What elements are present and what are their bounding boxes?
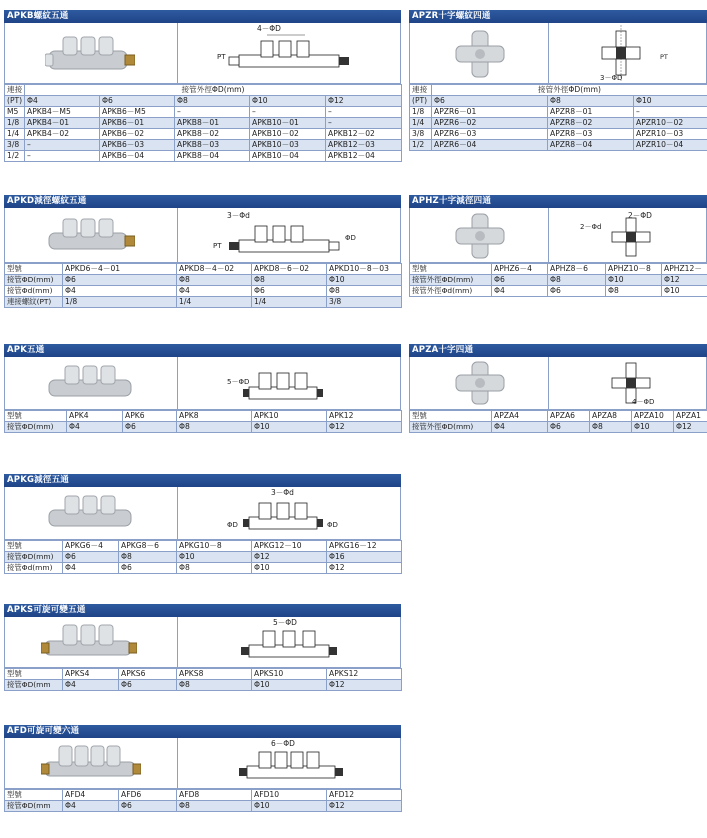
apzr-cell: APZR8－04 <box>548 140 634 151</box>
apkd-cell: Φ6 <box>252 286 327 297</box>
apkb-col: Φ8 <box>175 96 250 107</box>
aphz-cell: Φ10 <box>606 275 662 286</box>
apkb-image-row <box>4 23 401 84</box>
apks-section <box>4 604 401 691</box>
apkb-col: Φ6 <box>100 96 175 107</box>
apkg-section <box>4 474 401 574</box>
apkd-title: APKD減徑螺紋五通 <box>4 195 401 208</box>
apzr-dim-bottom: 3－ΦD <box>600 74 623 82</box>
apk-cell: APK4 <box>67 411 123 422</box>
apkd-cell: Φ8 <box>252 275 327 286</box>
apkd-cell: APKD8－4－02 <box>177 264 252 275</box>
apkb-cell: APKB10－04 <box>250 151 326 162</box>
apks-dim-top: 5－ΦD <box>273 618 297 627</box>
apk-table <box>4 410 402 433</box>
apza-image-row <box>409 357 707 410</box>
aphz-cell: Φ12 <box>662 275 707 286</box>
apkb-cell: APKB10－01 <box>250 118 326 129</box>
apkg-dim-top: 3－Φd <box>271 488 294 497</box>
aphz-cell: APHZ8－6 <box>548 264 606 275</box>
apza-cell: APZA1 <box>674 411 707 422</box>
apkd-cell: 3/8 <box>327 297 402 308</box>
afd-cell: Φ4 <box>63 801 119 812</box>
afd-cell: Φ6 <box>119 801 177 812</box>
apkd-cell: Φ8 <box>327 286 402 297</box>
apkb-cell: – <box>25 151 100 162</box>
apkg-cell: APKG6－4 <box>63 541 119 552</box>
apk-image-row <box>4 357 401 410</box>
apks-cell: APKS4 <box>63 669 119 680</box>
apzr-cell: 1/8 <box>410 107 432 118</box>
apzr-col: Φ6 <box>432 96 548 107</box>
apkg-cell: APKG10－8 <box>177 541 252 552</box>
apk-cell: Φ8 <box>177 422 252 433</box>
apza-cell: APZA8 <box>590 411 632 422</box>
apza-cell: 型號 <box>410 411 492 422</box>
apzr-section <box>409 10 707 151</box>
aphz-table <box>409 263 707 297</box>
apk-product-photo <box>45 362 135 404</box>
aphz-cell: 型號 <box>410 264 492 275</box>
apkb-cell: APKB6－02 <box>100 129 175 140</box>
apkd-cell: 接管Φd(mm) <box>5 286 63 297</box>
apzr-cell: APZR8－02 <box>548 118 634 129</box>
apkb-cell: APKB8－04 <box>175 151 250 162</box>
apkd-cell: Φ8 <box>177 275 252 286</box>
apkb-cell: APKB12－03 <box>326 140 402 151</box>
apza-product-photo <box>452 360 508 406</box>
apzr-cell: APZR6－04 <box>432 140 548 151</box>
apkb-dim-top: 4－ΦD <box>257 24 281 33</box>
apza-cell: Φ4 <box>492 422 548 433</box>
aphz-cell: Φ6 <box>492 275 548 286</box>
apzr-table <box>409 84 707 151</box>
apkd-cell: APKD6－4－01 <box>63 264 177 275</box>
apkb-cell: APKB6－01 <box>100 118 175 129</box>
apkb-cell: APKB4－M5 <box>25 107 100 118</box>
apkb-table <box>4 84 402 162</box>
apza-cell: 接管外徑ΦD(mm) <box>410 422 492 433</box>
aphz-dim-top: 2－ΦD <box>628 211 652 220</box>
apkb-cell: APKB10－03 <box>250 140 326 151</box>
apkd-product-photo <box>45 213 135 257</box>
apzr-corner2: (PT) <box>410 96 432 107</box>
apkb-cell: APKB12－04 <box>326 151 402 162</box>
apk-dimension-drawing <box>243 361 323 407</box>
apkg-cell: Φ4 <box>63 563 119 574</box>
apkg-cell: Φ12 <box>327 563 402 574</box>
apkb-cell: 3/8 <box>5 140 25 151</box>
apzr-product-photo <box>452 29 508 79</box>
apkb-cell: APKB6－04 <box>100 151 175 162</box>
apkb-cell: APKB8－01 <box>175 118 250 129</box>
afd-cell: Φ8 <box>177 801 252 812</box>
apkb-title: APKB螺紋五通 <box>4 10 401 23</box>
apkg-dim-left: ΦD <box>227 521 238 529</box>
aphz-cell: Φ6 <box>548 286 606 297</box>
apzr-cell: APZR10－04 <box>634 140 707 151</box>
apkg-cell: Φ12 <box>252 552 327 563</box>
apkg-cell: APKG16－12 <box>327 541 402 552</box>
apkd-cell: APKD10－8－03 <box>327 264 402 275</box>
aphz-cell: 接管外徑Φd(mm) <box>410 286 492 297</box>
apzr-image-row <box>409 23 707 84</box>
aphz-product-photo <box>452 212 508 260</box>
afd-cell: AFD12 <box>327 790 402 801</box>
apza-table <box>409 410 707 433</box>
afd-title: AFD可旋可變六通 <box>4 725 401 738</box>
apks-cell: 接管ΦD(mm <box>5 680 63 691</box>
apkb-cell: APKB12－02 <box>326 129 402 140</box>
apzr-col: Φ10 <box>634 96 707 107</box>
aphz-dim-left: 2－Φd <box>580 223 602 231</box>
apza-title: APZA十字四通 <box>409 344 707 357</box>
apza-dim-right: 4－ΦD <box>632 398 655 406</box>
apkb-cell: APKB6－03 <box>100 140 175 151</box>
aphz-cell: Φ10 <box>662 286 707 297</box>
afd-table <box>4 789 402 812</box>
apk-cell: APK10 <box>252 411 327 422</box>
apkg-dim-right: ΦD <box>327 521 338 529</box>
apkg-cell: Φ8 <box>119 552 177 563</box>
apkd-cell: 接管ΦD(mm) <box>5 275 63 286</box>
apzr-col: Φ8 <box>548 96 634 107</box>
afd-cell: 型號 <box>5 790 63 801</box>
apkd-cell: Φ4 <box>63 286 177 297</box>
apkb-dim-left: PT <box>217 53 226 61</box>
afd-cell: AFD8 <box>177 790 252 801</box>
apkb-corner2: (PT) <box>5 96 25 107</box>
apkb-dimension-drawing <box>225 27 355 79</box>
apkg-title: APKG減徑五通 <box>4 474 401 487</box>
apk-cell: Φ4 <box>67 422 123 433</box>
apza-cell: APZA10 <box>632 411 674 422</box>
afd-cell: AFD10 <box>252 790 327 801</box>
apks-cell: APKS6 <box>119 669 177 680</box>
apk-cell: APK8 <box>177 411 252 422</box>
apkg-dimension-drawing <box>243 495 323 537</box>
apks-title: APKS可旋可變五通 <box>4 604 401 617</box>
apk-cell: 型號 <box>5 411 67 422</box>
apkg-cell: 型號 <box>5 541 63 552</box>
apzr-cell: APZR6－02 <box>432 118 548 129</box>
apkb-cell: APKB8－03 <box>175 140 250 151</box>
apkb-section <box>4 10 401 162</box>
apk-cell: APK12 <box>327 411 402 422</box>
apks-cell: APKS8 <box>177 669 252 680</box>
apzr-cell: APZR6－03 <box>432 129 548 140</box>
apkg-table <box>4 540 402 574</box>
apkb-product-photo <box>45 29 135 77</box>
apk-dim-left: 5－ΦD <box>227 378 250 386</box>
apkb-cell: M5 <box>5 107 25 118</box>
apks-cell: Φ4 <box>63 680 119 691</box>
apkb-cell: – <box>326 107 402 118</box>
aphz-cell: APHZ12－ <box>662 264 707 275</box>
apkb-cell: 1/4 <box>5 129 25 140</box>
apzr-cell: APZR6－01 <box>432 107 548 118</box>
apk-cell: Φ12 <box>327 422 402 433</box>
apkb-cell: – <box>250 107 326 118</box>
apkg-cell: Φ6 <box>63 552 119 563</box>
apkb-cell: APKB4－01 <box>25 118 100 129</box>
aphz-cell: APHZ10－8 <box>606 264 662 275</box>
apk-section <box>4 344 401 433</box>
apk-cell: 接管ΦD(mm) <box>5 422 67 433</box>
apks-product-photo <box>41 621 137 663</box>
afd-dimension-drawing <box>239 748 343 784</box>
apzr-title: APZR十字螺紋四通 <box>409 10 707 23</box>
apks-cell: APKS10 <box>252 669 327 680</box>
apks-cell: Φ6 <box>119 680 177 691</box>
apkd-section <box>4 195 401 308</box>
apkd-cell: Φ10 <box>327 275 402 286</box>
apza-cell: Φ10 <box>632 422 674 433</box>
afd-cell: 接管ΦD(mm <box>5 801 63 812</box>
aphz-section <box>409 195 707 297</box>
apkg-cell: 接管ΦD(mm) <box>5 552 63 563</box>
apzr-cell: APZR10－03 <box>634 129 707 140</box>
aphz-title: APHZ十字減徑四通 <box>409 195 707 208</box>
apks-dimension-drawing <box>241 627 337 663</box>
apzr-corner: 連接 <box>410 85 432 96</box>
apkb-cell: – <box>326 118 402 129</box>
apks-cell: APKS12 <box>327 669 402 680</box>
apza-section <box>409 344 707 433</box>
apzr-dim-right: PT <box>660 53 668 61</box>
apkg-cell: APKG8－6 <box>119 541 177 552</box>
apkd-dim-left: PT <box>213 242 222 250</box>
aphz-cell: Φ4 <box>492 286 548 297</box>
apkg-cell: APKG12－10 <box>252 541 327 552</box>
apkg-cell: 接管Φd(mm) <box>5 563 63 574</box>
apkd-cell: 1/4 <box>177 297 252 308</box>
afd-cell: AFD4 <box>63 790 119 801</box>
apzr-cell: APZR8－01 <box>548 107 634 118</box>
afd-cell: Φ10 <box>252 801 327 812</box>
apkd-cell: 1/8 <box>63 297 177 308</box>
apkb-cell: APKB8－02 <box>175 129 250 140</box>
apkd-cell: Φ4 <box>177 286 252 297</box>
apkd-cell: 1/4 <box>252 297 327 308</box>
apkg-image-row <box>4 487 401 540</box>
apkb-cell: APKB4－02 <box>25 129 100 140</box>
apzr-header: 接管外徑ΦD(mm) <box>432 85 707 96</box>
apkg-cell: Φ16 <box>327 552 402 563</box>
apk-cell: APK6 <box>123 411 177 422</box>
afd-cell: AFD6 <box>119 790 177 801</box>
apza-cell: APZA4 <box>492 411 548 422</box>
afd-cell: Φ12 <box>327 801 402 812</box>
apzr-cell: – <box>634 107 707 118</box>
apza-cell: Φ8 <box>590 422 632 433</box>
apkb-col: Φ12 <box>326 96 402 107</box>
apkg-product-photo <box>45 492 135 534</box>
afd-image-row <box>4 738 401 789</box>
apza-cell: APZA6 <box>548 411 590 422</box>
aphz-cell: APHZ6－4 <box>492 264 548 275</box>
apk-cell: Φ10 <box>252 422 327 433</box>
apkd-dim-top: 3－Φd <box>227 211 250 220</box>
apzr-cell: 3/8 <box>410 129 432 140</box>
apkd-cell: Φ6 <box>63 275 177 286</box>
apkb-cell: APKB10－02 <box>250 129 326 140</box>
afd-product-photo <box>41 742 141 784</box>
apks-cell: 型號 <box>5 669 63 680</box>
aphz-cell: Φ8 <box>606 286 662 297</box>
apkb-cell: – <box>175 107 250 118</box>
apkb-cell: 1/8 <box>5 118 25 129</box>
apkb-cell: APKB6－M5 <box>100 107 175 118</box>
aphz-cell: Φ8 <box>548 275 606 286</box>
apkb-col: Φ10 <box>250 96 326 107</box>
apzr-cell: 1/4 <box>410 118 432 129</box>
apkb-header: 接管外徑ΦD(mm) <box>25 85 402 96</box>
apkd-table <box>4 263 402 308</box>
apks-image-row <box>4 617 401 668</box>
apkd-cell: 型號 <box>5 264 63 275</box>
apkb-corner: 連接 <box>5 85 25 96</box>
afd-section <box>4 725 401 812</box>
apkg-cell: Φ6 <box>119 563 177 574</box>
apzr-cell: APZR8－03 <box>548 129 634 140</box>
apkd-cell: APKD8－6－02 <box>252 264 327 275</box>
apkb-cell: 1/2 <box>5 151 25 162</box>
apzr-cell: APZR10－02 <box>634 118 707 129</box>
apks-cell: Φ10 <box>252 680 327 691</box>
apkd-dim-right: ΦD <box>345 234 356 242</box>
aphz-image-row <box>409 208 707 263</box>
aphz-cell: 接管外徑ΦD(mm) <box>410 275 492 286</box>
apza-cell: Φ6 <box>548 422 590 433</box>
apk-cell: Φ6 <box>123 422 177 433</box>
apks-cell: Φ8 <box>177 680 252 691</box>
apzr-cell: 1/2 <box>410 140 432 151</box>
apkb-col: Φ4 <box>25 96 100 107</box>
apkb-cell: – <box>25 140 100 151</box>
apkg-cell: Φ10 <box>177 552 252 563</box>
apks-table <box>4 668 402 691</box>
apza-cell: Φ12 <box>674 422 707 433</box>
apkg-cell: Φ8 <box>177 563 252 574</box>
apks-cell: Φ12 <box>327 680 402 691</box>
apk-title: APK五通 <box>4 344 401 357</box>
afd-dim-top: 6－ΦD <box>271 739 295 748</box>
apkg-cell: Φ10 <box>252 563 327 574</box>
apkd-image-row <box>4 208 401 263</box>
apkd-cell: 連接螺紋(PT) <box>5 297 63 308</box>
